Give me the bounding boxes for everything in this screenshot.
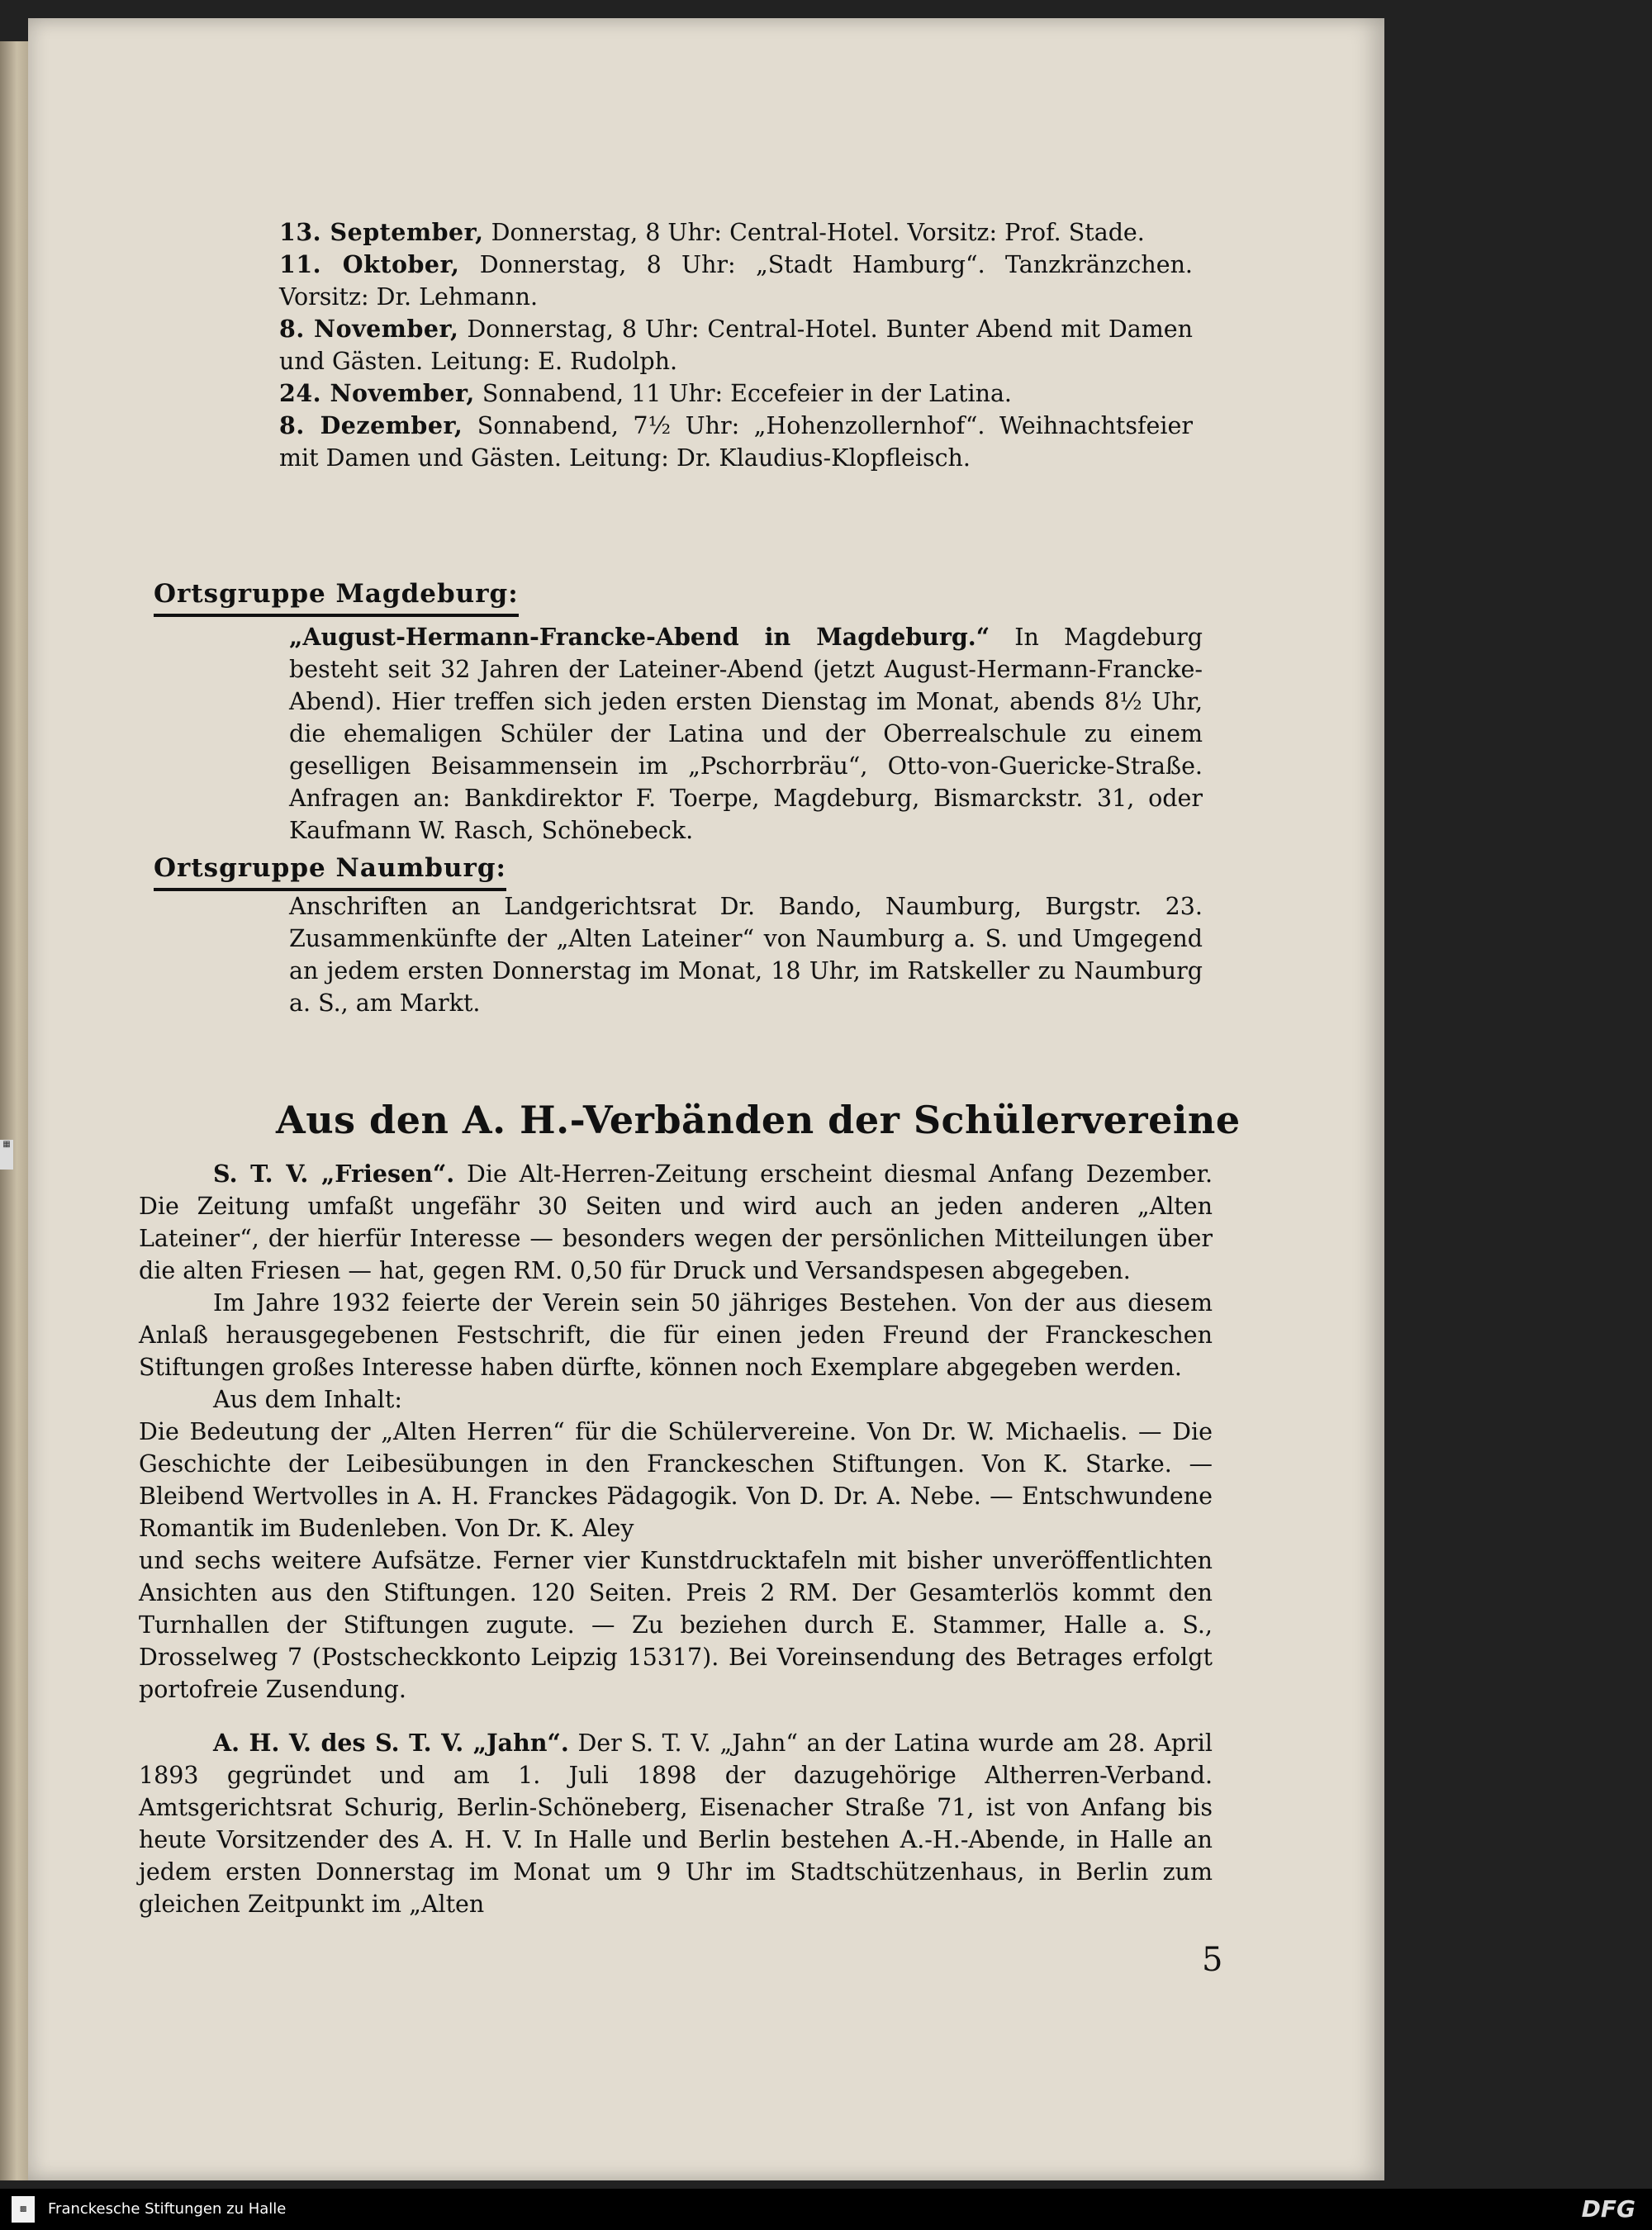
jahn-text: Der S. T. V. „Jahn“ an der Latina wurde am 28. April 1893 gegründet und am 1. Juli 1898 der dazugehörige Altherren-Verband. Amtsgerichtsrat Schurig, Berlin-Schöneberg, Eisenacher Straße 71, ist von Anfang bis heute Vorsitzender des A. H. V. In Halle und Berlin bestehen A.-H.-Abende, in Halle an jedem ersten Donnerstag im Monat um 9 Uhr im Stadtschützenhaus, in Berlin zum gleichen Zeitpunkt im „Alten [139,1729,1213,1918]
magdeburg-header: Ortsgruppe Magdeburg: [154,578,519,617]
naumburg-text: Anschriften an Landgerichtsrat Dr. Bando, Naumburg, Burgstr. 23. Zusammenkünfte der „Alten Lateiner“ von Naumburg a. S. und Umgegend an jedem ersten Donnerstag im Monat, 18 Uhr, im Ratskeller zu Naumburg a. S., am Markt. [289,893,1203,1017]
friesen-paragraph [139,1158,1213,1287]
event-date: 8. Dezember, [279,411,463,439]
event-list [279,216,1193,474]
event-text: Sonnabend, 11 Uhr: Eccefeier in der Latina. [482,380,1012,407]
magdeburg-body: In Magdeburg besteht seit 32 Jahren der Lateiner-Abend (jetzt August-Hermann-Francke-Abend). Hier treffen sich jeden ersten Dienstag im Monat, abends 8½ Uhr, die ehemaligen Schüler der Latina und der Oberrealschule zu einem geselligen Beisammensein im „Pschorrbräu“, Otto-von-Guericke-Straße. Anfragen an: Bankdirektor F. Toerpe, Magdeburg, Bismarckstr. 31, oder Kaufmann W. Rasch, Schönebeck. [289,624,1203,844]
event-date: 24. November, [279,379,475,407]
event-text: Donnerstag, 8 Uhr: „Stadt Hamburg“. Tanzkränzchen. Vorsitz: Dr. Lehmann. [279,251,1193,311]
side-logo-icon: ▦ [0,1140,13,1170]
event-text: Donnerstag, 8 Uhr: Central-Hotel. Bunter Abend mit Damen und Gästen. Leitung: E. Rudolph. [279,316,1193,375]
jahn-lead: A. H. V. des S. T. V. „Jahn“. [213,1729,569,1757]
event-item [279,249,1193,313]
magdeburg-lead: „August-Hermann-Francke-Abend in Magdeburg.“ [289,623,990,651]
jahn-paragraph [139,1727,1213,1920]
footer-institution: Franckesche Stiftungen zu Halle [48,2200,287,2218]
magdeburg-text [289,621,1203,847]
event-text: Donnerstag, 8 Uhr: Central-Hotel. Vorsitz: Prof. Stade. [491,219,1145,246]
document-page [28,18,1384,2180]
event-text: Sonnabend, 7½ Uhr: „Hohenzollernhof“. Weihnachtsfeier mit Damen und Gästen. Leitung: Dr. Klaudius-Klopfleisch. [279,412,1194,472]
dfg-logo: DFG [1581,2195,1635,2223]
event-date: 11. Oktober, [279,250,460,278]
friesen-text: Die Alt-Herren-Zeitung erscheint diesmal Anfang Dezember. Die Zeitung umfaßt ungefähr 30 Seiten und wird auch an jeden anderen „Alten Lateiner“, der hierfür Interesse — besonders wegen der persönlichen Mitteilungen über die alten Friesen — hat, gegen RM. 0,50 für Druck und Versandspesen abgegeben. [139,1160,1213,1284]
event-item [279,313,1193,377]
naumburg-header: Ortsgruppe Naumburg: [154,852,506,891]
naumburg-block [289,890,1203,1019]
friesen-contents: Die Bedeutung der „Alten Herren“ für die Schülervereine. Von Dr. W. Michaelis. — Die Geschichte der Leibesübungen in den Franckeschen Stiftungen. Von K. Starke. — Bleibend Wertvolles in A. H. Franckes Pädagogik. Von D. Dr. A. Nebe. — Entschwundene Romantik im Budenleben. Von Dr. K. Aley [139,1418,1213,1542]
previous-page-edge [0,41,28,2180]
event-date: 8. November, [279,315,459,343]
friesen-lead: S. T. V. „Friesen“. [213,1160,455,1188]
event-item [279,216,1193,249]
friesen-paragraph-3: Aus dem Inhalt: [213,1386,402,1413]
event-date: 13. September, [279,218,484,246]
magdeburg-block [289,621,1203,847]
section-title: Aus den A. H.-Verbänden der Schülervereine [276,1098,1241,1142]
section-body [139,1158,1213,1920]
friesen-paragraph-4: und sechs weitere Aufsätze. Ferner vier Kunstdrucktafeln mit bisher unveröffentlichten Ansichten aus den Stiftungen. 120 Seiten. Preis 2 RM. Der Gesamterlös kommt den Turnhallen der Stiftungen zugute. — Zu beziehen durch E. Stammer, Halle a. S., Drosselweg 7 (Postscheckkonto Leipzig 15317). Bei Voreinsendung des Betrages erfolgt portofreie Zusendung. [139,1547,1213,1703]
event-item [279,377,1193,410]
page-number: 5 [1202,1941,1223,1979]
footer-bar [0,2189,1652,2230]
event-item [279,410,1193,474]
institution-logo-icon: ▩ [12,2196,35,2223]
friesen-paragraph-2: Im Jahre 1932 feierte der Verein sein 50 jähriges Bestehen. Von der aus diesem Anlaß herausgegebenen Festschrift, die für einen jeden Freund der Franckeschen Stiftungen großes Interesse haben dürfte, können noch Exemplare abgegeben werden. [139,1289,1213,1381]
